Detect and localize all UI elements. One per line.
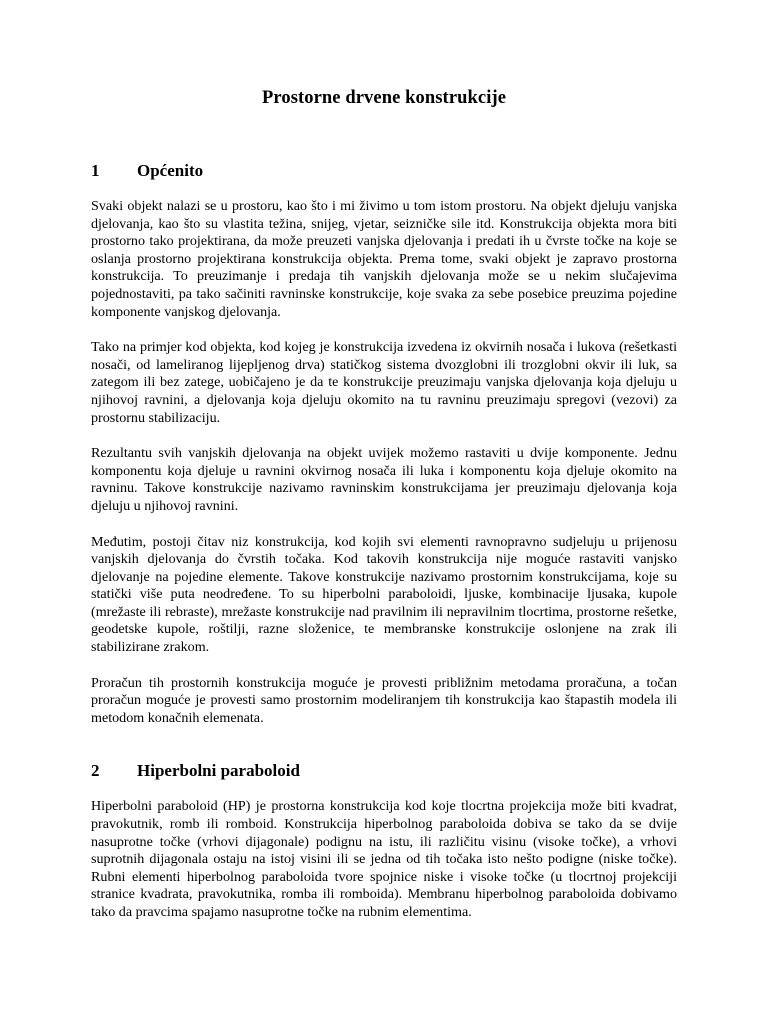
section-hyperbolic-paraboloid [91,761,677,921]
section-title: Hiperbolni paraboloid [137,761,300,781]
section-general [91,161,677,727]
paragraph: Tako na primjer kod objekta, kod kojeg je konstrukcija izvedena iz okvirnih nosača i lukova (rešetkasti nosači, od lameliranog lijepljenog drva) statičkog sistema dvozglobni ili trozglobni okvir ili luk, sa zategom ili bez zatege, uobičajeno je da te konstrukcije preuzimaju vanjska djelovanja koja djeluju u njihovoj ravnini, a djelovanja koja djeluju okomito na tu ravninu preuzimaju spregovi (vezovi) za prostornu stabilizaciju. [91,339,677,426]
paragraph: Proračun tih prostornih konstrukcija moguće je provesti približnim metodama proračuna, a točan proračun moguće je provesti samo prostornim modeliranjem tih konstrukcija kao štapastih modela ili metodom konačnih elemenata. [91,674,677,726]
section-number: 2 [91,761,100,781]
section-number: 1 [91,161,100,180]
paragraph: Hiperbolni paraboloid (HP) je prostorna konstrukcija kod koje tlocrtna projekcija može biti kvadrat, pravokutnik, romb ili romboid. Konstrukcija hiperbolnog paraboloida dobiva se tako da se dvije nasuprotne točke (vrhovi dijagonale) podignu na istu, ili različitu visinu (visoke točke), a vrhovi suprotnih dijagonala ostaju na istoj visini ili se jedna od tih točaka isto nešto podigne (niske točke). Rubni elementi hiperbolnog paraboloida tvore spojnice niske i visoke točke (u tlocrtnoj projekciji stranice kvadrata, pravokutnika, romba ili romboida). Membranu hiperbolnog paraboloida dobivamo tako da pravcima spajamo nasuprotne točke na rubnim elementima. [91,798,677,920]
section-spacer [91,745,677,761]
paragraph: Međutim, postoji čitav niz konstrukcija, kod kojih svi elementi ravnopravno sudjeluju u prijenosu vanjskih djelovanja do čvrstih točaka. Kod takovih konstrukcija nije moguće rastaviti vanjsko djelovanje na pojedine elemente. Takove konstrukcije nazivamo prostornim konstrukcijama, koje su statički više puta neodređene. To su hiperbolni paraboloidi, ljuske, kombinacije ljusaka, kupole (mrežaste ili rebraste), mrežaste konstrukcije nad pravilnim ili nepravilnim tlocrtima, prostorne rešetke, geodetske kupole, roštilji, razne složenice, te membranske konstrukcije oslonjene na zrak ili stabilizirane zrakom. [91,533,677,656]
section-title: Općenito [137,161,204,180]
paragraph: Svaki objekt nalazi se u prostoru, kao što i mi živimo u tom istom prostoru. Na objekt djeluju vanjska djelovanja, kao što su vlastita težina, snijeg, vjetar, seizničke sile itd. Konstrukcija objekta mora biti prostorno tako projektirana, da može preuzeti vanjska djelovanja i predati ih u čvrste točke na koje se oslanja prostorno projektirana konstrukcija objekta. Prema tome, svaki objekt je zapravo prostorna konstrukcija. To preuzimanje i predaja tih vanjskih djelovanja može se u nekim slučajevima pojednostaviti, pa tako sačiniti ravninske konstrukcije, koje svaka za sebe posebice preuzima pojedine komponente vanjskog djelovanja. [91,198,677,320]
section-heading [91,761,677,781]
document-title: Prostorne drvene konstrukcije [261,88,507,108]
section-heading [91,161,677,181]
paragraph: Rezultantu svih vanjskih djelovanja na objekt uvijek možemo rastaviti u dvije komponente. Jednu komponentu koja djeluje u ravnini okvirnog nosača ili luka i komponentu koja djeluje okomito na ravninu. Takove konstrukcije nazivamo ravninskim konstrukcijama jer preuzimaju djelovanja koja djeluju u njihovoj ravnini. [91,445,677,514]
